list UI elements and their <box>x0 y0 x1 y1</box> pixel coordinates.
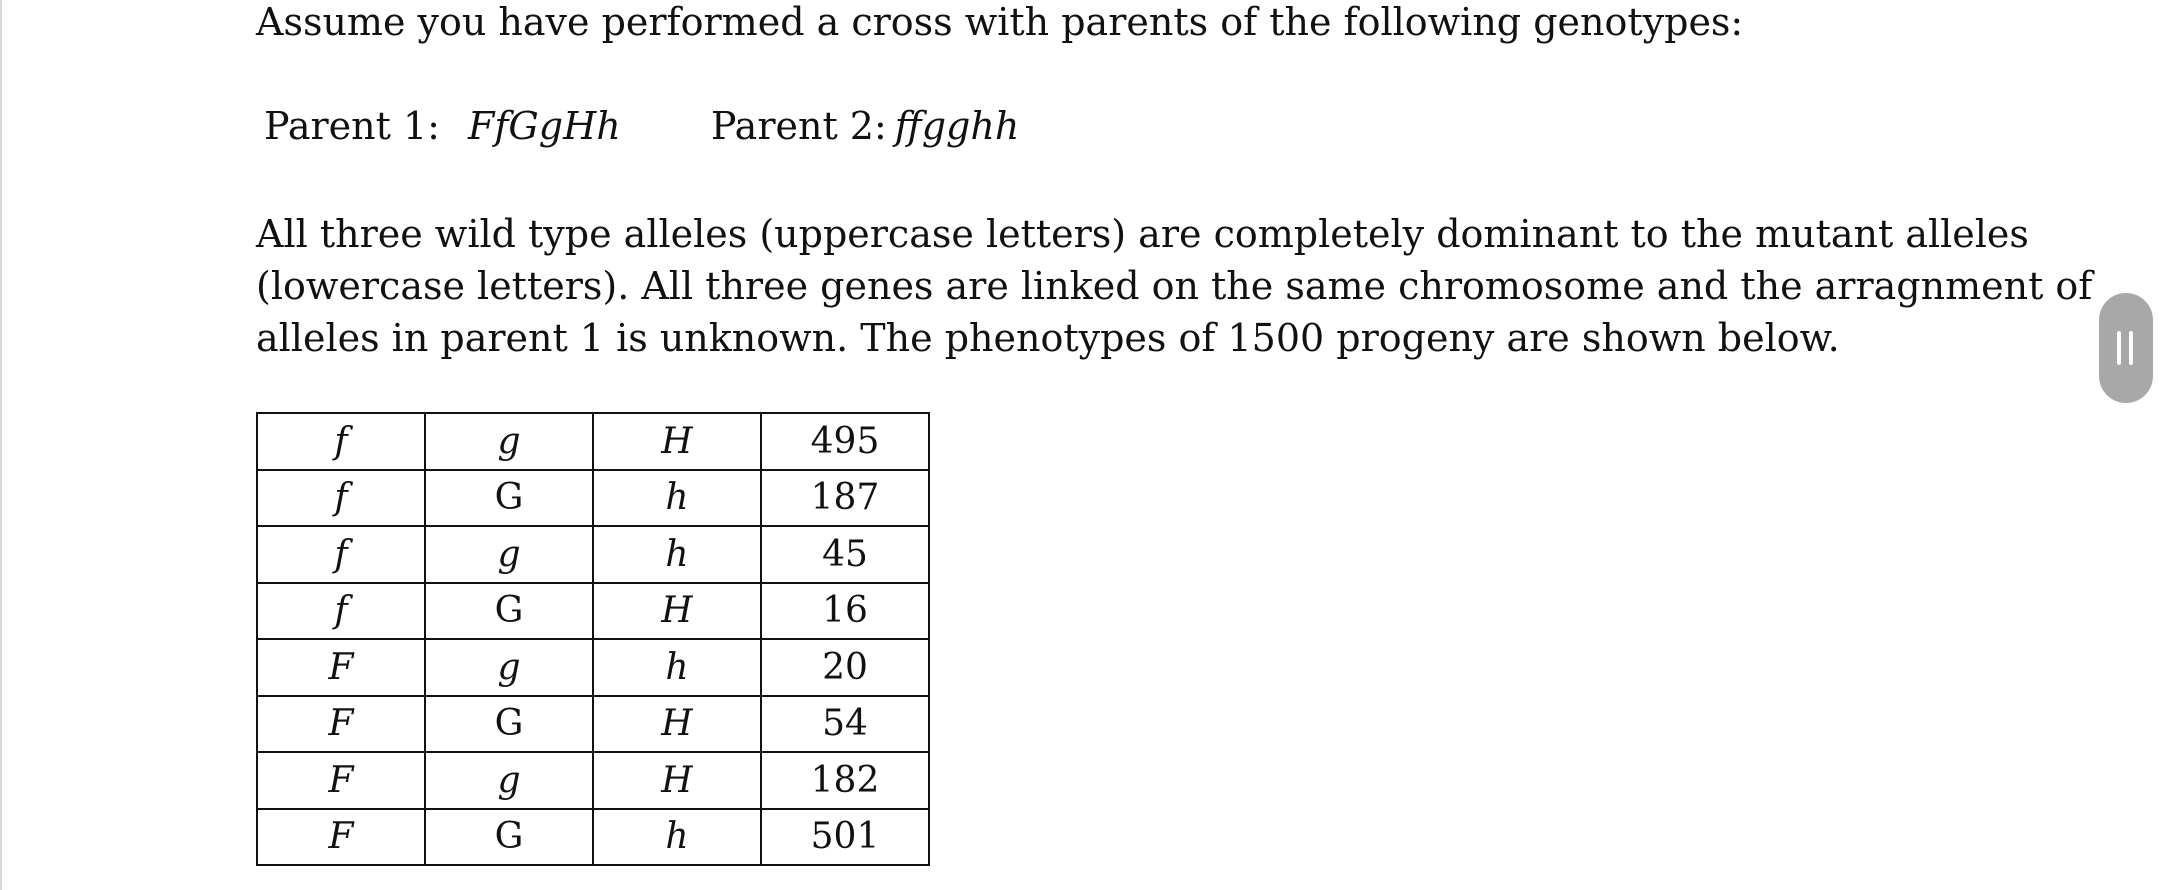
parent-2-label: Parent 2: <box>710 104 887 148</box>
table-row <box>257 526 929 583</box>
allele-f-cell: F <box>257 809 425 866</box>
allele-g-cell: G <box>425 696 593 753</box>
allele-g-cell: g <box>425 413 593 470</box>
allele-h-cell: h <box>593 470 761 527</box>
count-cell: 501 <box>761 809 929 866</box>
table-row <box>257 583 929 640</box>
parent-genotypes <box>264 104 1019 148</box>
allele-g-cell: g <box>425 526 593 583</box>
count-cell: 495 <box>761 413 929 470</box>
count-cell: 16 <box>761 583 929 640</box>
allele-g-cell: G <box>425 809 593 866</box>
parent-1-genotype: FfGgHh <box>467 104 621 148</box>
count-cell: 45 <box>761 526 929 583</box>
paragraph-line: All three wild type alleles (uppercase letters) are completely dominant to the mutant alleles <box>256 212 2029 256</box>
parent-1-label: Parent 1: <box>264 104 440 148</box>
parent-1 <box>264 104 621 148</box>
table-row <box>257 639 929 696</box>
scrollbar-handle[interactable] <box>2099 293 2153 403</box>
allele-g-cell: g <box>425 639 593 696</box>
allele-h-cell: H <box>593 752 761 809</box>
allele-h-cell: H <box>593 696 761 753</box>
allele-f-cell: F <box>257 639 425 696</box>
count-cell: 54 <box>761 696 929 753</box>
intro-text: Assume you have performed a cross with parents of the following genotypes: <box>256 0 1744 44</box>
allele-h-cell: h <box>593 639 761 696</box>
parent-2 <box>711 104 1020 148</box>
count-cell: 20 <box>761 639 929 696</box>
allele-f-cell: f <box>257 526 425 583</box>
count-cell: 182 <box>761 752 929 809</box>
count-cell: 187 <box>761 470 929 527</box>
allele-f-cell: f <box>257 583 425 640</box>
table-row <box>257 413 929 470</box>
table-row <box>257 752 929 809</box>
allele-f-cell: f <box>257 413 425 470</box>
paragraph-line: (lowercase letters). All three genes are linked on the same chromosome and the arragnment of <box>256 264 2093 308</box>
window-left-border <box>0 0 2 890</box>
paragraph-line: alleles in parent 1 is unknown. The phenotypes of 1500 progeny are shown below. <box>256 316 1840 360</box>
description-paragraph <box>256 208 2093 364</box>
allele-f-cell: f <box>257 470 425 527</box>
allele-h-cell: h <box>593 526 761 583</box>
table-row <box>257 470 929 527</box>
allele-f-cell: F <box>257 752 425 809</box>
allele-h-cell: h <box>593 809 761 866</box>
allele-f-cell: F <box>257 696 425 753</box>
grip-icon <box>2117 331 2121 365</box>
allele-g-cell: g <box>425 752 593 809</box>
allele-h-cell: H <box>593 413 761 470</box>
grip-icon <box>2129 331 2133 365</box>
table-row <box>257 809 929 866</box>
allele-g-cell: G <box>425 470 593 527</box>
allele-g-cell: G <box>425 583 593 640</box>
parent-2-genotype: ffgghh <box>894 104 1020 148</box>
allele-h-cell: H <box>593 583 761 640</box>
table-row <box>257 696 929 753</box>
progeny-table <box>256 412 930 866</box>
